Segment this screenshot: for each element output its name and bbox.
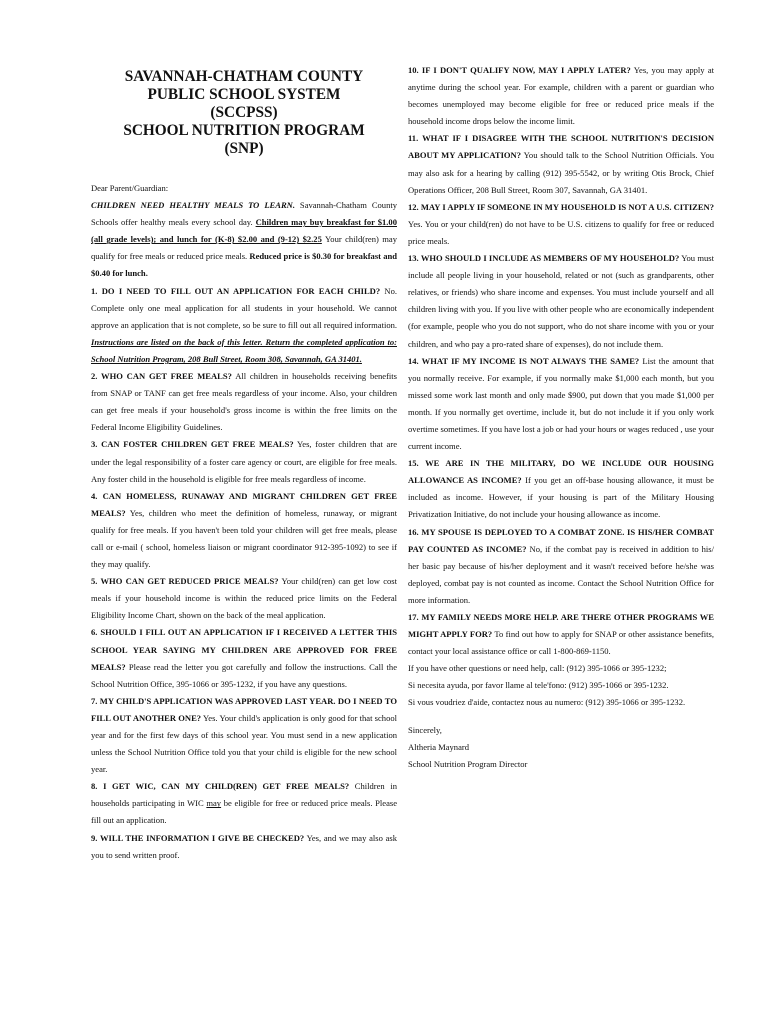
faq-answer: Yes, and we may also ask you to send written proof. xyxy=(91,832,397,860)
faq-question: 8. I GET WIC, CAN MY CHILD(REN) GET FREE MEALS? xyxy=(91,781,350,792)
faq-question: 16. MY SPOUSE IS DEPLOYED TO A COMBAT ZONE. IS HIS/HER COMBAT PAY COUNTED AS INCOME? xyxy=(408,526,714,554)
closing-sincerely: Sincerely, xyxy=(408,724,442,735)
return-instructions: Instructions are listed on the back of this letter. Return the completed application to: School Nutrition Program, 208 Bull Street, Room 308, Savannah, GA 31401. xyxy=(91,336,397,364)
intro-paragraph xyxy=(91,197,397,282)
faq-item xyxy=(91,778,397,829)
faq-question: 4. CAN HOMELESS, RUNAWAY AND MIGRANT CHILDREN GET FREE MEALS? xyxy=(91,490,397,518)
faq-question: 15. WE ARE IN THE MILITARY, DO WE INCLUDE OUR HOUSING ALLOWANCE AS INCOME? xyxy=(408,458,714,486)
faq-item xyxy=(408,62,714,130)
faq-item xyxy=(91,368,397,436)
faq-question: 5. WHO CAN GET REDUCED PRICE MEALS? xyxy=(91,576,279,587)
signer-name: Altheria Maynard xyxy=(408,741,469,752)
faq-question: 9. WILL THE INFORMATION I GIVE BE CHECKED? xyxy=(91,832,305,843)
contact-french: Si vous voudriez d'aide, contactez nous au numero: (912) 395-1066 or 395-1232. xyxy=(408,697,686,708)
faq-answer: Your child(ren) can get low cost meals if your household income is within the reduced price limits on the Federal Eligibility Income Chart, shown on the back of the meal application. xyxy=(91,576,397,621)
faq-answer: Yes, foster children that are under the legal responsibility of a foster care agency or court, are eligible for free meals. Any foster child in the household is eligible for free meals regardless of income. xyxy=(91,439,397,484)
faq-item xyxy=(408,199,714,250)
faq-item xyxy=(91,624,397,692)
faq-item xyxy=(408,455,714,523)
faq-answer: List the amount that you normally receive. For example, if you normally make $1,000 each month, but you missed some work last month and only made $900, put down that you made $1,000 per month. If you normally get overtime, include it, but do not include it if you only work overtime sometimes. If you have lost a job or had your hours or wages reduced , use your current income. xyxy=(408,355,714,452)
faq-question: 7. MY CHILD'S APPLICATION WAS APPROVED LAST YEAR. DO I NEED TO FILL OUT ANOTHER ONE? xyxy=(91,695,397,723)
faq-answer: All children in households receiving benefits from SNAP or TANF can get free meals regardless of your income. Also, your children can get free meals if your household's gross income is within the free limits on the Federal Income Eligibility Guidelines. xyxy=(91,371,398,433)
faq-item xyxy=(408,250,714,353)
faq-answer: Please read the letter you got carefully and follow the instructions. Call the School Nutrition Office, 395-1066 or 395-1232, if you have any questions. xyxy=(91,661,397,689)
faq-answer: Yes, children who meet the definition of homeless, runaway, or migrant qualify for free meals. If you haven't been told your children will get free meals, please call or e-mail ( school, homeless liaison or migrant coordinator 912-395-1092) to see if they may qualify. xyxy=(91,507,397,570)
intro-text: Your child(ren) may qualify for free meals or reduced price meals. xyxy=(91,234,397,262)
faq-answer: Yes. You or your child(ren) do not have to be U.S. citizens to qualify for free or reduced price meals. xyxy=(408,218,714,246)
salutation: Dear Parent/Guardian: xyxy=(91,183,169,193)
page-title xyxy=(91,68,397,158)
signer-title: School Nutrition Program Director xyxy=(408,758,528,769)
faq-answer: You should talk to the School Nutrition Officials. You may also ask for a hearing by calling (912) 395-5542, or by writing Otis Brock, Chief Operations Officer, 208 Bull Street, Room 307, Savannah, GA 31401. xyxy=(408,150,714,195)
title-line: SAVANNAH-CHATHAM COUNTY xyxy=(124,68,364,85)
faq-item xyxy=(91,830,397,864)
faq-question: 13. WHO SHOULD I INCLUDE AS MEMBERS OF MY HOUSEHOLD? xyxy=(408,253,680,264)
faq-question: 1. DO I NEED TO FILL OUT AN APPLICATION FOR EACH CHILD? xyxy=(91,285,381,296)
faq-answer: Yes. Your child's application is only good for that school year and for the first few days of this school year. You must send in a new application unless the School Nutrition Office told you that your child is eligible for the new school year. xyxy=(91,712,397,775)
faq-question: 3. CAN FOSTER CHILDREN GET FREE MEALS? xyxy=(91,439,294,450)
faq-answer: be eligible for free or reduced price meals. Please fill out an application. xyxy=(91,798,397,826)
faq-answer: If you get an off-base housing allowance, it must be included as income. However, if your housing is part of the Military Housing Privatization Initiative, do not include your housing allowance as income. xyxy=(408,475,714,520)
contact-english: If you have other questions or need help, call: (912) 395-1066 or 395-1232; xyxy=(408,663,667,674)
title-line: PUBLIC SCHOOL SYSTEM xyxy=(147,86,341,103)
faq-answer: No. Complete only one meal application for all students in your household. We cannot approve an application that is not complete, so be sure to fill out all required information. xyxy=(91,285,397,330)
title-line: (SCCPSS) xyxy=(210,104,278,121)
faq-item xyxy=(91,693,397,778)
faq-answer: Children in households participating in WIC xyxy=(91,781,397,809)
faq-item xyxy=(408,524,714,609)
title-line: (SNP) xyxy=(224,140,264,157)
faq-question: 14. WHAT IF MY INCOME IS NOT ALWAYS THE SAME? xyxy=(408,355,640,366)
faq-answer-emphasis: may xyxy=(206,798,222,809)
faq-item xyxy=(408,353,714,456)
meal-prices: Children may buy breakfast for $1.00 (all grade levels); and lunch for (K-8) $2.00 and (9-12) $2.25 xyxy=(91,217,397,245)
faq-item xyxy=(408,609,714,660)
faq-answer: Yes, you may apply at anytime during the school year. For example, children with a parent or guardian who becomes unemployed may become eligible for free or reduced price meals if the household income drops below the income limit. xyxy=(408,65,714,127)
contact-spanish: Si necesita ayuda, por favor llame al tele'fono: (912) 395-1066 or 395-1232. xyxy=(408,680,669,691)
faq-item xyxy=(408,130,714,198)
title-line: SCHOOL NUTRITION PROGRAM xyxy=(123,122,365,139)
faq-question: 12. MAY I APPLY IF SOMEONE IN MY HOUSEHOLD IS NOT A U.S. CITIZEN? xyxy=(408,201,714,212)
faq-question: 10. IF I DON'T QUALIFY NOW, MAY I APPLY LATER? xyxy=(408,65,631,75)
faq-item xyxy=(91,573,397,624)
faq-question: 11. WHAT IF I DISAGREE WITH THE SCHOOL NUTRITION'S DECISION ABOUT MY APPLICATION? xyxy=(408,133,714,161)
faq-item xyxy=(91,488,397,573)
left-column xyxy=(91,0,397,864)
intro-lead: CHILDREN NEED HEALTHY MEALS TO LEARN. xyxy=(91,200,295,211)
intro-text: Savannah-Chatham County Schools offer healthy meals every school day. xyxy=(91,200,398,228)
faq-answer: No, if the combat pay is received in addition to his/ her basic pay because of his/her deployment and it wasn't received before he/she was deployed, combat pay is not counted as income. Contact the School Nutrition Office for more information. xyxy=(408,543,715,605)
faq-question: 6. SHOULD I FILL OUT AN APPLICATION IF I RECEIVED A LETTER THIS SCHOOL YEAR SAYING MY CHILDREN ARE APPROVED FOR FREE MEALS? xyxy=(91,627,397,672)
faq-answer: You must include all people living in your household, related or not (such as grandparents, other relatives, or friends) who share income and expenses. You must include yourself and all children living with you. If you live with other people who are economically independent (for example, people who you do not support, who do not share income with you or your children, and who pay a pro-rated share of expenses), do not include them. xyxy=(408,253,714,349)
faq-answer: To find out how to apply for SNAP or other assistance benefits, contact your local assistance office or call 1-800-869-1150. xyxy=(408,629,714,657)
faq-question: 17. MY FAMILY NEEDS MORE HELP. ARE THERE OTHER PROGRAMS WE MIGHT APPLY FOR? xyxy=(408,612,714,640)
right-column xyxy=(408,62,714,773)
faq-question: 2. WHO CAN GET FREE MEALS? xyxy=(91,371,232,382)
faq-item xyxy=(91,283,397,368)
reduced-price: Reduced price is $0.30 for breakfast and $0.40 for lunch. xyxy=(91,251,397,279)
faq-item xyxy=(91,436,397,487)
